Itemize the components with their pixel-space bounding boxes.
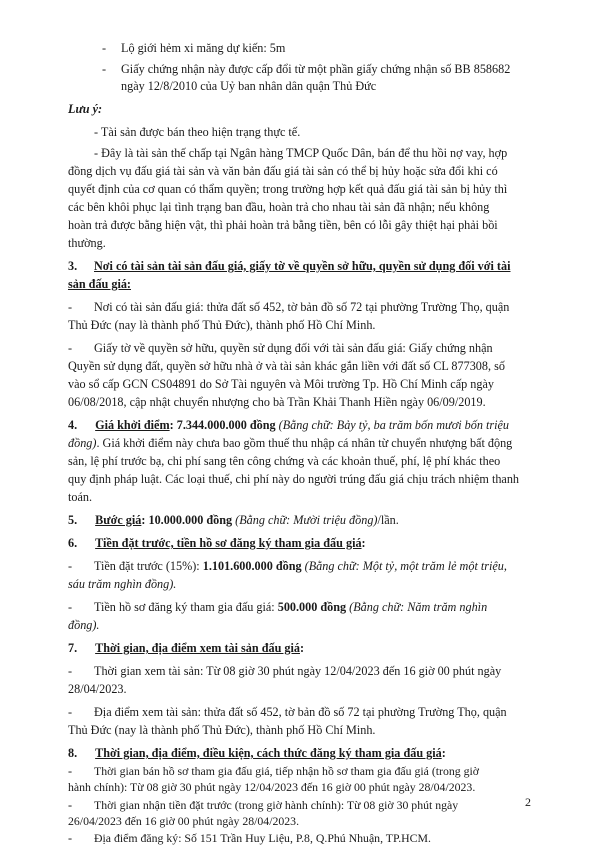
- note-para-line: - Đây là tài sản thế chấp tại Ngân hàng TMCP Quốc Dân, bán để thu hồi nợ vay, hợp: [94, 146, 508, 160]
- section-7-line: 28/04/2023.: [68, 682, 127, 696]
- bullet-dash: -: [102, 62, 107, 76]
- bullet-dash: -: [68, 798, 73, 812]
- section-8-number: 8.: [68, 746, 78, 760]
- section-4-line: quy định pháp luật. Các loại thuế, chi phí này do người trúng đấu giá chịu trách nhiệm thanh: [68, 472, 520, 486]
- section-7-line: Thủ Đức (nay là thành phố Thủ Đức), thành phố Hồ Chí Minh.: [68, 723, 376, 737]
- section-3-line: Nơi có tài sản đấu giá: thửa đất số 452, tờ bản đồ số 72 tại phường Trường Thọ, quận: [94, 300, 510, 314]
- section-4-words: (Bằng chữ: Bảy tỷ, ba trăm bốn mươi bốn triệu: [275, 418, 509, 432]
- section-4-label: Giá khởi điểm: [95, 418, 170, 432]
- bullet-line: ngày 12/8/2010 của Uỷ ban nhân dân quận Thủ Đức: [121, 79, 377, 93]
- section-6-fee-line: [94, 599, 487, 615]
- fee-words: đồng).: [68, 618, 100, 632]
- section-8-line: 26/04/2023 đến 16 giờ 00 phút ngày 28/04/2023.: [68, 814, 300, 828]
- deposit-words: sáu trăm nghìn đồng).: [68, 577, 177, 591]
- deposit-words: (Bằng chữ: Một tỷ, một trăm lẻ một triệu,: [301, 559, 507, 573]
- section-8-colon: :: [441, 746, 446, 760]
- section-3-line: Quyền sử dụng đất, quyền sở hữu nhà ở và tài sản khác gắn liền với đất số CL 877308, số: [68, 359, 505, 373]
- section-5-heading: [68, 512, 399, 528]
- section-7-colon: :: [299, 641, 305, 655]
- section-4-line: sản, lệ phí trước bạ, chi phí sang tên công chứng và các khoản thuế, phí, lệ phí khác theo: [68, 454, 501, 468]
- note-para-line: thường.: [68, 236, 106, 250]
- section-3-number: 3.: [68, 259, 78, 273]
- section-3-title: sản đấu giá:: [68, 277, 131, 291]
- section-7-number: 7.: [68, 641, 78, 655]
- section-3-line: Thủ Đức (nay là thành phố Thủ Đức), thành phố Hồ Chí Minh.: [68, 318, 376, 332]
- section-4-value: : 7.344.000.000 đồng: [169, 418, 276, 432]
- section-8-line: hành chính): Từ 08 giờ 30 phút ngày 12/04/2023 đến 16 giờ 00 phút ngày 28/04/2023.: [68, 780, 476, 794]
- bullet-dash: -: [68, 341, 73, 355]
- section-3-line: 06/08/2018, cập nhật chuyển nhượng cho bà Trần Khải Thanh Hiền ngày 06/09/2019.: [68, 395, 486, 409]
- section-4-text: . Giá khởi điểm này chưa bao gồm thuế thu nhập cá nhân từ chuyển nhượng bất động: [96, 436, 513, 450]
- page-number: 2: [525, 795, 531, 809]
- section-7-line: Thời gian xem tài sản: Từ 08 giờ 30 phút ngày 12/04/2023 đến 16 giờ 00 phút ngày: [94, 664, 502, 678]
- section-3-line: Giấy tờ về quyền sở hữu, quyền sử dụng đối với tài sản đấu giá: Giấy chứng nhận: [94, 341, 493, 355]
- section-5-tail: /lần.: [377, 513, 399, 527]
- bullet-dash: -: [68, 664, 73, 678]
- section-7-line: Địa điểm xem tài sản: thửa đất số 452, tờ bản đồ số 72 tại phường Trường Thọ, quận: [94, 705, 507, 719]
- section-4-line: toán.: [68, 490, 93, 504]
- deposit-value: 1.101.600.000 đồng: [202, 559, 302, 573]
- deposit-label: Tiền đặt trước (15%):: [94, 559, 203, 573]
- note-para-line: đồng dịch vụ đấu giá tài sản và văn bản đấu giá tài sản có thể bị hủy hoặc sửa đổi khi có: [68, 164, 498, 178]
- bullet-dash: -: [68, 600, 73, 614]
- section-5-number: 5.: [68, 513, 78, 527]
- section-6-colon: :: [361, 536, 366, 550]
- bullet-dash: -: [68, 764, 73, 778]
- bullet-line: Giấy chứng nhận này được cấp đổi từ một phần giấy chứng nhận số BB 858682: [121, 62, 511, 76]
- section-8-line: Thời gian nhận tiền đặt trước (trong giờ hành chính): Từ 08 giờ 30 phút ngày: [94, 798, 459, 812]
- note-para-line: các bên khôi phục lại tình trạng ban đầu, hoàn trả cho nhau tài sản đã nhận; nếu không: [68, 200, 490, 214]
- section-3-title: Nơi có tài sản tài sản đấu giá, giấy tờ về quyền sở hữu, quyền sử dụng đối với tài: [94, 259, 511, 273]
- note-para-line: quyết định của cơ quan có thẩm quyền; trong trường hợp kết quả đấu giá tài sản bị hủy thì: [68, 182, 508, 196]
- bullet-dash: -: [68, 300, 73, 314]
- section-6-deposit-line: [94, 558, 507, 574]
- section-6-number: 6.: [68, 536, 78, 550]
- fee-words: (Bằng chữ: Năm trăm nghìn: [346, 600, 488, 614]
- section-6-heading: [68, 535, 366, 551]
- bullet-line: Lộ giới hẻm xi măng dự kiến: 5m: [121, 41, 286, 55]
- section-8-heading: [68, 745, 446, 761]
- section-5-words: (Bằng chữ: Mười triệu đồng): [232, 513, 378, 527]
- note-line: - Tài sản được bán theo hiện trạng thực tế.: [94, 125, 301, 139]
- section-4-heading: [68, 417, 509, 433]
- bullet-dash: -: [68, 831, 73, 845]
- section-7-heading: [68, 640, 304, 656]
- section-5-value: : 10.000.000 đồng: [141, 513, 233, 527]
- section-4-line: [68, 435, 512, 451]
- section-4-number: 4.: [68, 418, 78, 432]
- note-para-line: hoàn trả được bằng hiện vật, thì phải hoàn trả bằng tiền, bên có lỗi gây thiệt hại phải bồi: [68, 218, 498, 232]
- bullet-dash: -: [68, 559, 73, 573]
- section-8-title: Thời gian, địa điểm, điều kiện, cách thức đăng ký tham gia đấu giá: [95, 746, 442, 760]
- fee-value: 500.000 đồng: [277, 600, 347, 614]
- section-3-line: vào sổ cấp GCN CS04891 do Sở Tài nguyên và Môi trường Tp. Hồ Chí Minh cấp ngày: [68, 377, 494, 391]
- section-5-label: Bước giá: [95, 513, 142, 527]
- section-7-title: Thời gian, địa điểm xem tài sản đấu giá: [95, 641, 300, 655]
- section-4-words: đồng): [68, 436, 97, 450]
- fee-label: Tiền hồ sơ đăng ký tham gia đấu giá:: [94, 600, 278, 614]
- section-8-line: Thời gian bán hồ sơ tham gia đấu giá, tiếp nhận hồ sơ tham gia đấu giá (trong giờ: [94, 764, 480, 778]
- note-title: Lưu ý:: [68, 102, 103, 116]
- bullet-dash: -: [68, 705, 73, 719]
- section-6-title: Tiền đặt trước, tiền hồ sơ đăng ký tham gia đấu giá: [95, 536, 362, 550]
- section-8-line: Địa điểm đăng ký: Số 151 Trần Huy Liệu, P.8, Q.Phú Nhuận, TP.HCM.: [94, 831, 431, 845]
- bullet-dash: -: [102, 41, 107, 55]
